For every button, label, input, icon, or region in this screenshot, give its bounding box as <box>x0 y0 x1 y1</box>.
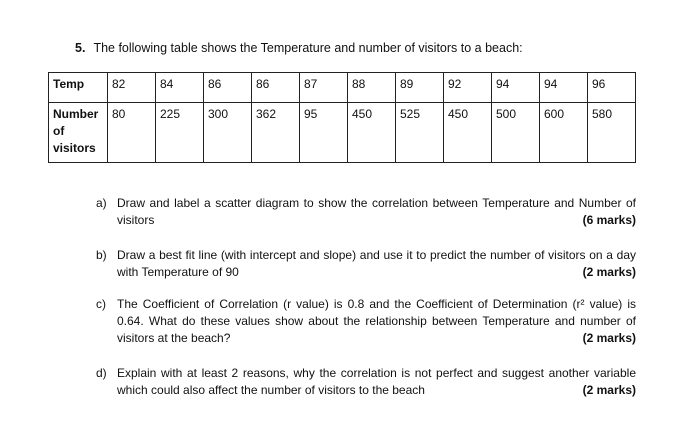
part-a <box>96 195 636 229</box>
temp-cell: 94 <box>492 73 540 103</box>
visitors-cell: 450 <box>348 103 396 163</box>
temp-cell: 87 <box>300 73 348 103</box>
part-d <box>96 365 636 399</box>
temp-cell: 88 <box>348 73 396 103</box>
part-text: The Coefficient of Correlation (r value) is 0.8 and the Coefficient of Determination (r² value) is 0.64. What do these values show about the relationship between Temperature and number of visitors at the beach? <box>117 297 636 345</box>
marks-label: (2 marks) <box>582 265 636 279</box>
table-row-visitors <box>49 103 636 163</box>
part-label: a) <box>96 196 107 210</box>
part-label: b) <box>96 248 107 262</box>
visitors-cell: 600 <box>540 103 588 163</box>
question-heading <box>75 41 523 55</box>
data-table <box>48 72 636 163</box>
part-text: Draw a best fit line (with intercept and slope) and use it to predict the number of visitors on a day with Temperature of 90 <box>117 248 636 279</box>
temp-cell: 89 <box>396 73 444 103</box>
question-title: The following table shows the Temperature and number of visitors to a beach: <box>93 41 523 55</box>
visitors-cell: 450 <box>444 103 492 163</box>
part-label: d) <box>96 366 107 380</box>
part-text: Draw and label a scatter diagram to show the correlation between Temperature and Number of visitors <box>117 196 636 227</box>
table-row-temp <box>49 73 636 103</box>
marks-label: (2 marks) <box>582 383 636 397</box>
visitors-cell: 580 <box>588 103 636 163</box>
visitors-cell: 500 <box>492 103 540 163</box>
visitors-cell: 362 <box>252 103 300 163</box>
row-header-visitors <box>49 103 108 163</box>
marks-label: (6 marks) <box>582 213 636 227</box>
row-header-temp: Temp <box>49 73 108 103</box>
visitors-cell: 525 <box>396 103 444 163</box>
temp-cell: 82 <box>108 73 156 103</box>
part-label: c) <box>96 297 106 311</box>
visitors-cell: 95 <box>300 103 348 163</box>
part-b <box>96 247 636 281</box>
row-header-line: of <box>53 124 65 138</box>
visitors-cell: 300 <box>204 103 252 163</box>
question-number: 5. <box>75 41 86 55</box>
marks-label: (2 marks) <box>582 331 636 345</box>
temp-cell: 92 <box>444 73 492 103</box>
part-text: Explain with at least 2 reasons, why the correlation is not perfect and suggest another variable which could also affect the number of visitors to the beach <box>117 366 636 397</box>
row-header-line: visitors <box>53 141 96 155</box>
visitors-cell: 80 <box>108 103 156 163</box>
temp-cell: 96 <box>588 73 636 103</box>
visitors-cell: 225 <box>156 103 204 163</box>
temp-cell: 86 <box>252 73 300 103</box>
temp-cell: 84 <box>156 73 204 103</box>
part-c <box>96 296 636 347</box>
row-header-line: Number <box>53 107 99 121</box>
temp-cell: 94 <box>540 73 588 103</box>
temp-cell: 86 <box>204 73 252 103</box>
